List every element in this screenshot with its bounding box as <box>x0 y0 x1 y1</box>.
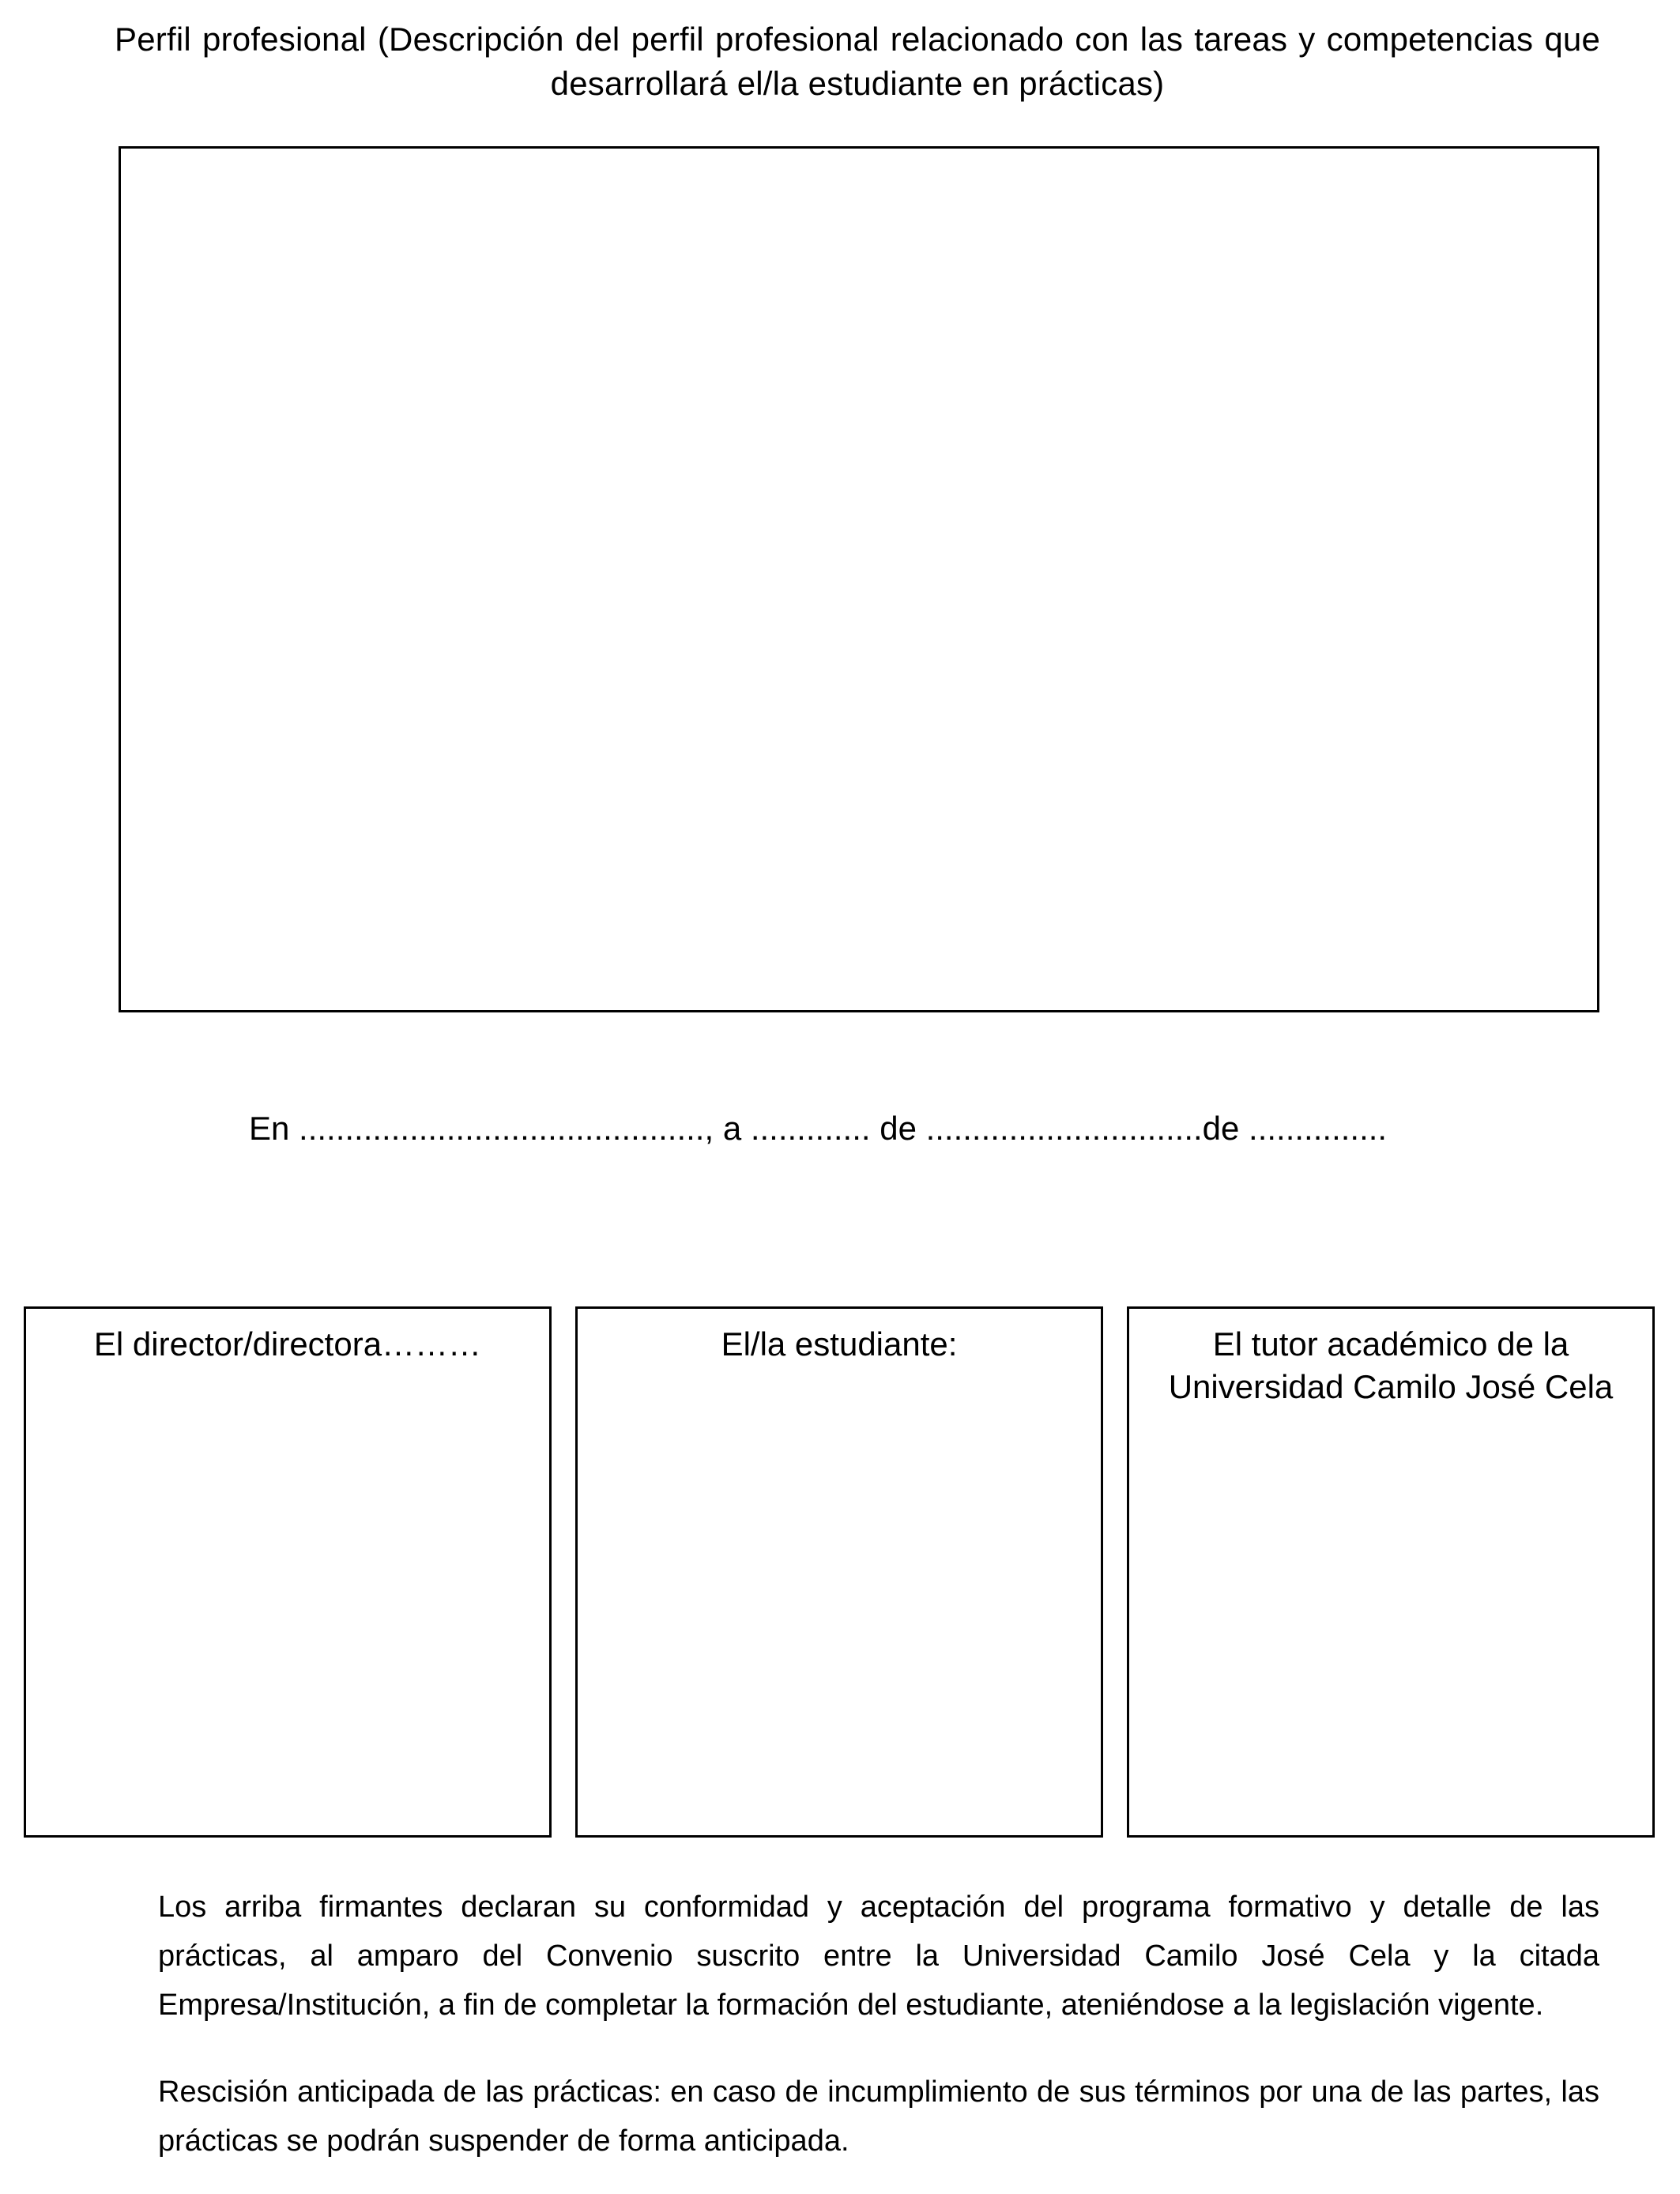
firma-director-label: El director/directora……… <box>93 1325 482 1363</box>
firma-tutor-box[interactable] <box>1127 1306 1655 1838</box>
clausula-rescision: Rescisión anticipada de las prácticas: en caso de incumplimiento de sus términos por una de las partes, las prácticas se podrán suspender de forma anticipada. <box>158 2075 1599 2158</box>
clausula-conformidad: Los arriba firmantes declaran su conformidad y aceptación del programa formativo y detalle de las prácticas, al amparo del Convenio suscrito entre la Universidad Camilo José Cela y la citada Empresa/Institución, a fin de completar la formación del estudiante, ateniéndose a la legislación vigente. <box>158 1891 1599 2022</box>
perfil-profesional-field[interactable] <box>119 146 1599 1012</box>
firma-tutor-label-line1: El tutor académico de la <box>1212 1325 1569 1363</box>
firma-director-box[interactable] <box>24 1306 552 1838</box>
firma-estudiante-box[interactable] <box>575 1306 1103 1838</box>
firma-tutor-label-line2: Universidad Camilo José Cela <box>1168 1368 1614 1405</box>
lugar-fecha-line: En ............................................, a ............. de ..............................de ............... <box>249 1110 1388 1147</box>
perfil-profesional-heading: Perfil profesional (Descripción del perfil profesional relacionado con las tareas y competencias que desarrollará el/la estudiante en prácticas) <box>115 21 1600 102</box>
firma-estudiante-label: El/la estudiante: <box>721 1325 958 1363</box>
